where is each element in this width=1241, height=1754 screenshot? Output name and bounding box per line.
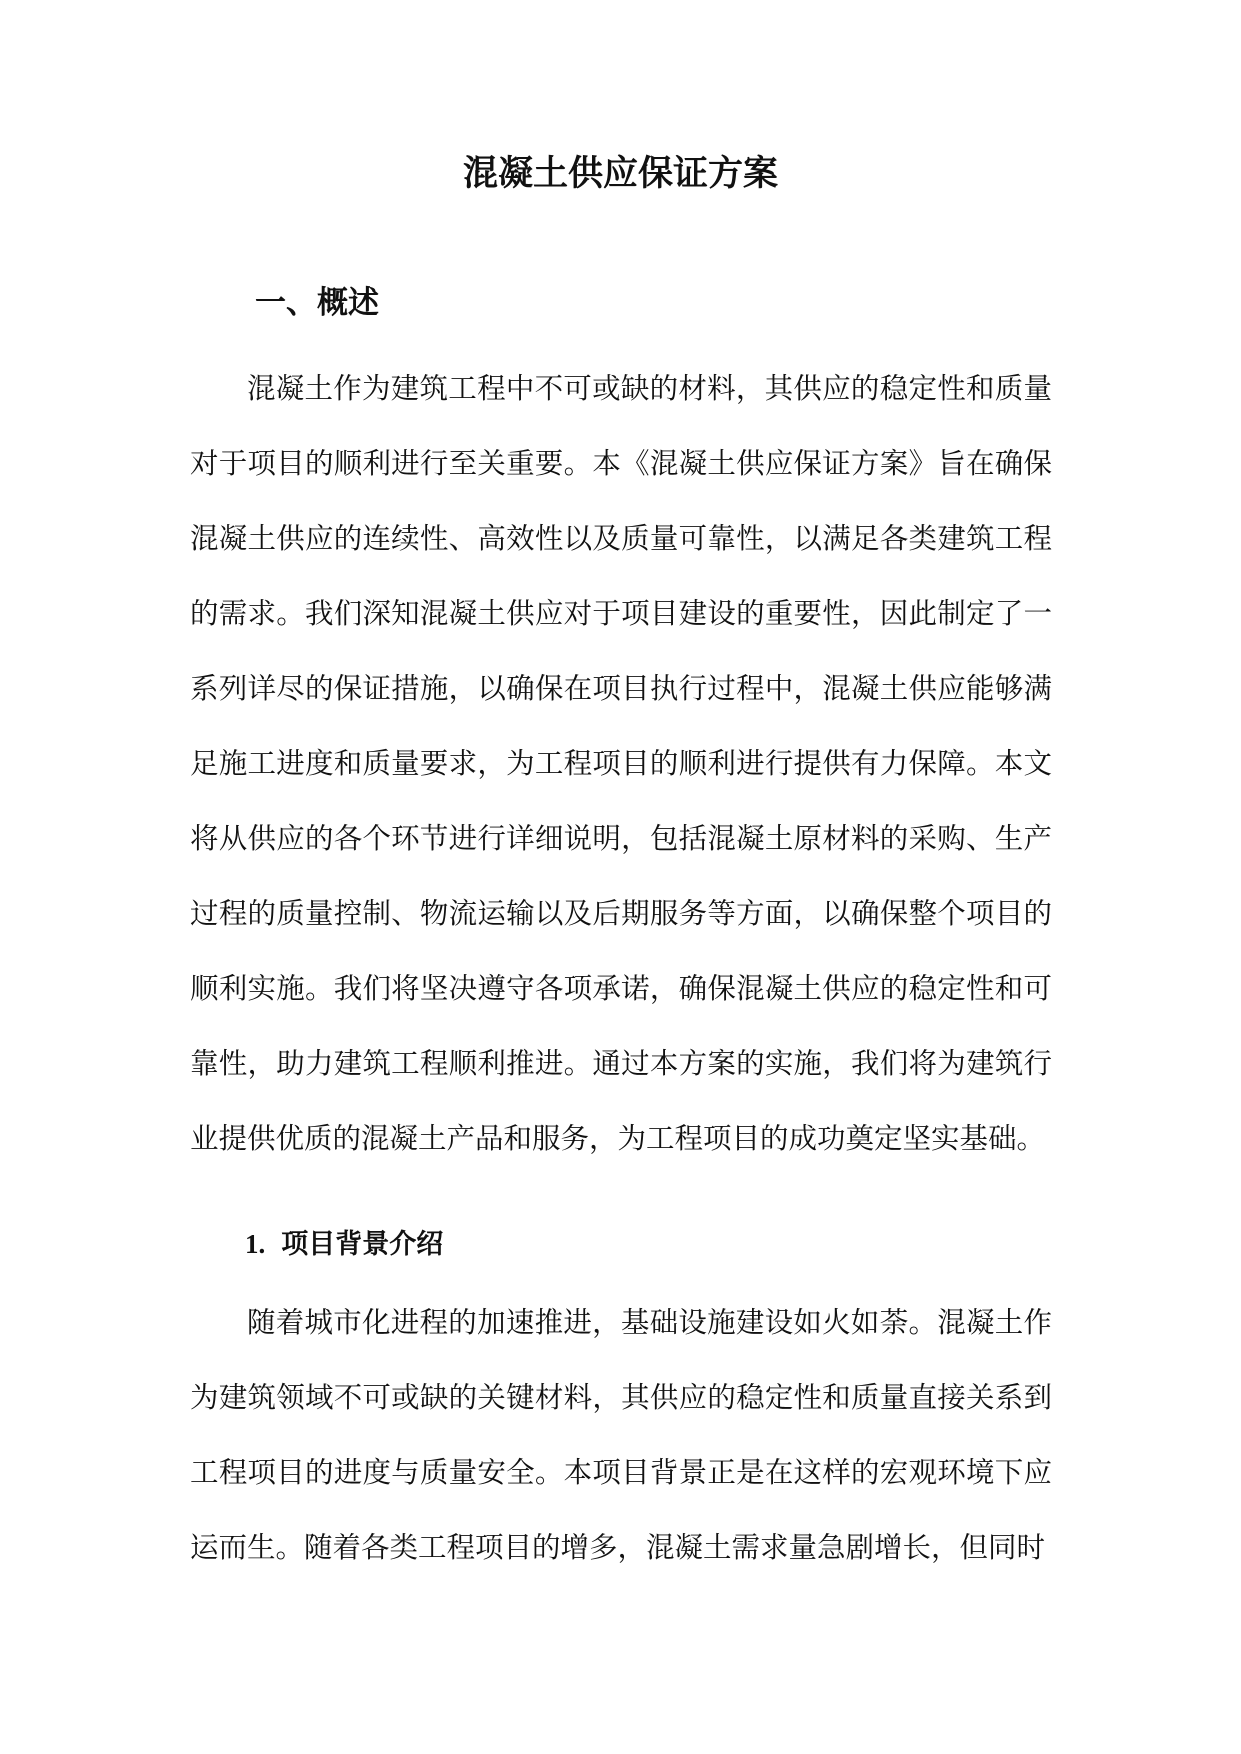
subsection-title: 项目背景介绍 (281, 1229, 444, 1260)
document-title: 混凝土供应保证方案 (462, 153, 778, 194)
project-background-paragraph: 随着城市化进程的加速推进，基础设施建设如火如荼。混凝土作为建筑领域不可或缺的关键材料，其供应的稳定性和质量直接关系到工程项目的进度与质量安全。本项目背景正是在这样的宏观环境下应运而生。随着各类工程项目的增多，混凝土需求量急剧增长，但同时 (190, 1306, 1052, 1564)
subsection-heading-project-background (245, 1226, 443, 1263)
section-heading-overview: 一、概述 (255, 285, 379, 321)
overview-paragraph: 混凝土作为建筑工程中不可或缺的材料，其供应的稳定性和质量对于项目的顺利进行至关重要。本《混凝土供应保证方案》旨在确保混凝土供应的连续性、高效性以及质量可靠性，以满足各类建筑工程的需求。我们深知混凝土供应对于项目建设的重要性，因此制定了一系列详尽的保证措施，以确保在项目执行过程中，混凝土供应能够满足施工进度和质量要求，为工程项目的顺利进行提供有力保障。本文将从供应的各个环节进行详细说明，包括混凝土原材料的采购、生产过程的质量控制、物流运输以及后期服务等方面，以确保整个项目的顺利实施。我们将坚决遵守各项承诺，确保混凝土供应的稳定性和可靠性，助力建筑工程顺利推进。通过本方案的实施，我们将为建筑行业提供优质的混凝土产品和服务，为工程项目的成功奠定坚实基础。 (190, 372, 1052, 1155)
subsection-number: 1. (245, 1229, 266, 1259)
